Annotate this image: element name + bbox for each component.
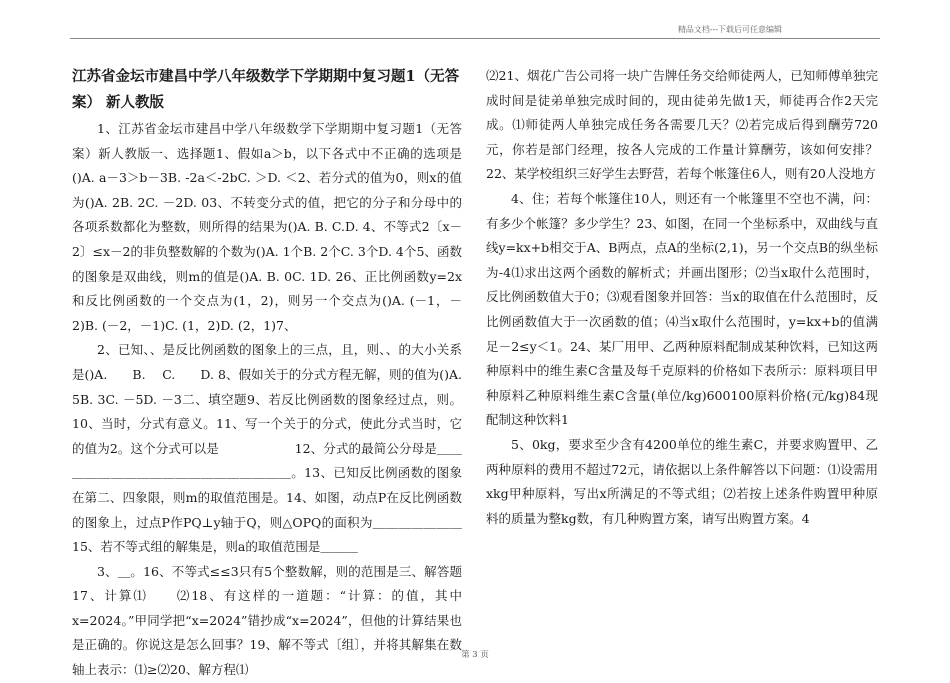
header-divider [70, 38, 880, 39]
right-column [486, 64, 878, 531]
header-note: 精品文档---下载后可任意编辑 [677, 25, 783, 34]
document-title: 江苏省金坛市建昌中学八年级数学下学期期中复习题1（无答案） 新人教版 [72, 68, 460, 111]
left-column [72, 64, 462, 683]
page-number: 第 3 页 [461, 650, 489, 660]
paragraph: 2、已知、、是反比例函数的图象上的三点，且，则、、的大小关系是()A. B. C. D. 8、假如关于的分式方程无解，则的值为()A. 5B. 3C. －5D. －3二、填空题9、若反比例函数的图象经过点，则。10、当时，分式有意义。11、写一个关于的分式，使此分式当时，它的值为2。这个分式可以是 12、分式的最简公分母是＿＿＿＿＿＿＿＿＿＿＿＿＿＿＿＿＿＿＿。13、已知反比例函数的图象在第二、四象限，则m的取值范围是。14、如图，动点P在反比例函数的图象上，过点P作PQ⊥y轴于Q，则△OPQ的面积为＿＿＿＿＿＿＿15、若不等式组的解集是，则a的取值范围是＿＿＿ [72, 342, 462, 555]
paragraph: ⑵21、烟花广告公司将一块广告牌任务交给师徒两人，已知师傅单独完成时间是徒弟单独完成时间的，现由徒弟先做1天，师徒再合作2天完成。⑴师徒两人单独完成任务各需要几天？⑵若完成后得到酬劳720元，你若是部门经理，按各人完成的工作量计算酬劳，该如何安排？22、某学校组织三好学生去野营，若每个帐篷住6人，则有20人没地方 [486, 68, 878, 182]
paragraph: 3、＿。16、不等式≤≤3只有5个整数解，则的范围是三、解答题17、计算⑴ ⑵18、有这样的一道题：“计算：的值，其中x=2024。”甲同学把“x=2024”错抄成“x=2024”，但他的计算结果也是正确的。你说这是怎么回事？19、解不等式〔组〕，并将其解集在数轴上表示：⑴≥⑵20、解方程⑴ [72, 563, 462, 678]
paragraph: 4、住；若每个帐篷住10人，则还有一个帐篷里不空也不满，问：有多少个帐篷？多少学生？23、如图，在同一个坐标系中，双曲线与直线y=kx+b相交于A、B两点，点A的坐标(2,1)，另一个交点B的纵坐标为-4⑴求出这两个函数的解析式；并画出图形；⑵当x取什么范围时，反比例函数值大于0；⑶观看图象并回答：当x的取值在什么范围时，反比例函数值大于一次函数的值；⑷当x取什么范围时，y=kx+b的值满足－2≤y＜1。24、某厂用甲、乙两种原料配制成某种饮料，已知这两种原料中的维生素C含量及每千克原料的价格如下表所示：原料项目甲种原料乙种原料维生素C含量(单位/kg)600100原料价格(元/kg)84现配制这种饮料1 [486, 190, 878, 428]
paragraph: 5、0kg，要求至少含有4200单位的维生素C，并要求购置甲、乙两种原料的费用不超过72元，请依据以上条件解答以下问题：⑴设需用xkg甲种原料，写出x所满足的不等式组；⑵若按上述条件购置甲种原料的质量为整kg数，有几种购置方案，请写出购置方案。4 [486, 436, 878, 526]
paragraph: 1、江苏省金坛市建昌中学八年级数学下学期期中复习题1（无答案）新人教版一、选择题1、假如a＞b，以下各式中不正确的选项是()A. a－3＞b－3B. -2a＜-2bC. ＞D. ＜2、若分式的值为0，则x的值为()A. 2B. 2C. －2D. 03、不转变分式的值，把它的分子和分母中的各项系数都化为整数，则所得的结果为()A. B. C.D. 4、不等式2〔x－2〕≤x－2的非负整数解的个数为()A. 1个B. 2个C. 3个D. 4个5、函数的图象是双曲线，则m的值是()A. B. 0C. 1D. 26、正比例函数y=2x和反比例函数的一个交点为(1，2)，则另一个交点为()A. (－1，－2)B. (－2，－1)C. (1，2)D. (2，1)7、 [72, 121, 462, 333]
